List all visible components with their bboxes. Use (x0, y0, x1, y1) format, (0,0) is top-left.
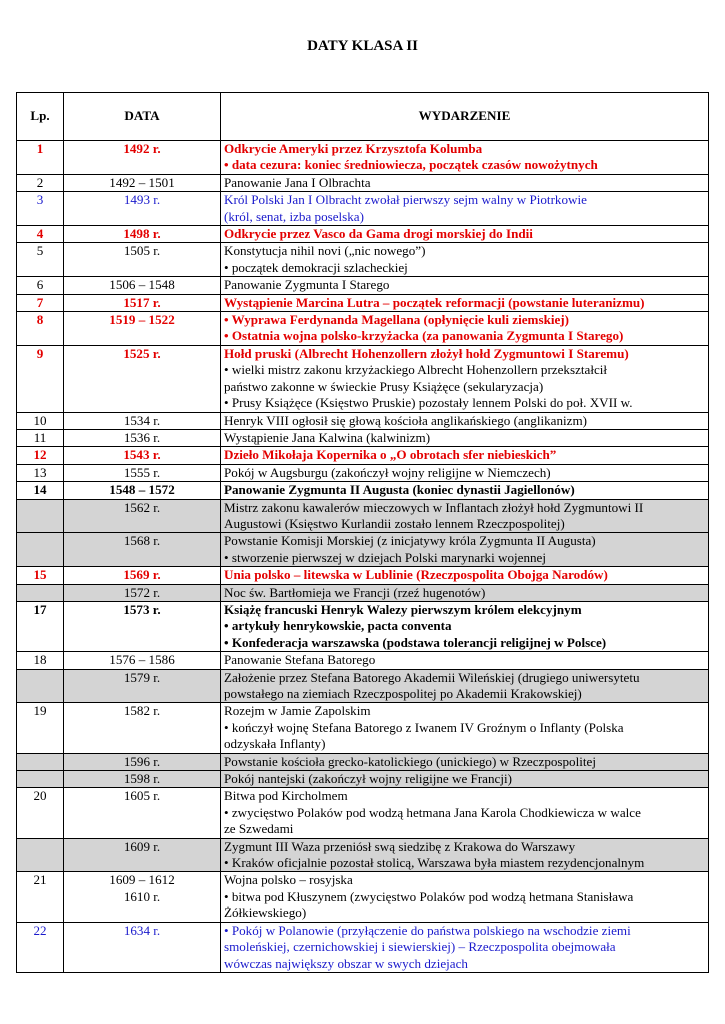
row-event (221, 243, 709, 277)
row-date (64, 872, 221, 922)
table-row (17, 788, 709, 838)
event-line: • artykuły henrykowskie, pacta conventa (224, 618, 452, 634)
row-event (221, 294, 709, 311)
row-date-text: 1579 r. (123, 669, 161, 685)
row-number: 6 (17, 277, 64, 294)
row-date (64, 838, 221, 872)
row-date (64, 499, 221, 533)
row-date (64, 753, 221, 770)
event-line: ze Szwedami (224, 821, 294, 837)
event-line: Powstanie kościoła grecko-katolickiego (unickiego) w Rzeczpospolitej (224, 753, 596, 769)
event-line: Rozejm w Jamie Zapolskim (224, 703, 371, 719)
row-date-text: 1492 – 1501 (109, 174, 175, 190)
table-row (17, 447, 709, 464)
row-number: 11 (17, 429, 64, 446)
row-number (17, 753, 64, 770)
row-number: 10 (17, 412, 64, 429)
event-line: • Prusy Książęce (Księstwo Pruskie) pozostały lennem Polski do poł. XVII w. (224, 395, 633, 411)
event-line: Mistrz zakonu kawalerów mieczowych w Inflantach złożył hołd Zygmuntowi II (224, 499, 644, 515)
row-date (64, 192, 221, 226)
row-event (221, 429, 709, 446)
row-number (17, 771, 64, 788)
event-line: wówczas największy obszar w swych dziejach (224, 955, 468, 971)
table-body (17, 141, 709, 973)
row-event (221, 174, 709, 191)
row-event (221, 226, 709, 243)
row-event (221, 277, 709, 294)
row-date (64, 141, 221, 175)
table-row (17, 429, 709, 446)
row-date-text: 1596 r. (123, 753, 161, 769)
row-date-text: 1555 r. (123, 464, 161, 480)
row-date (64, 584, 221, 601)
row-event (221, 533, 709, 567)
table-row (17, 141, 709, 175)
table-row (17, 482, 709, 499)
row-event (221, 669, 709, 703)
row-date-text: 1534 r. (123, 412, 161, 428)
event-line: Pokój w Augsburgu (zakończył wojny religijne w Niemczech) (224, 464, 551, 480)
row-number: 3 (17, 192, 64, 226)
table-row (17, 345, 709, 412)
row-date (64, 652, 221, 669)
event-line: Konstytucja nihil novi („nic nowego”) (224, 243, 426, 259)
row-event (221, 482, 709, 499)
table-row (17, 174, 709, 191)
row-date (64, 533, 221, 567)
table-row (17, 652, 709, 669)
row-date (64, 429, 221, 446)
event-line: powstałego na ziemiach Rzeczpospolitej po Akademii Krakowskiej) (224, 686, 582, 701)
row-event (221, 312, 709, 346)
row-date (64, 922, 221, 972)
row-event (221, 447, 709, 464)
event-line: Zygmunt III Waza przeniósł swą siedzibę z Krakowa do Warszawy (224, 838, 576, 854)
event-line: Wojna polsko – rosyjska (224, 872, 353, 888)
row-date-text: 1568 r. (123, 533, 161, 549)
page-title: DATY KLASA II (307, 38, 418, 54)
row-date-text: 1525 r. (123, 345, 161, 361)
header-lp: Lp. (17, 93, 64, 141)
row-number: 22 (17, 922, 64, 972)
table-row (17, 533, 709, 567)
row-date-text: 1492 r. (123, 141, 161, 156)
row-date (64, 703, 221, 753)
row-date-text: 1519 – 1522 (109, 312, 175, 328)
row-date (64, 277, 221, 294)
event-line: smoleńskiej, czernichowskiej i siewierskiej) – Rzeczpospolita obejmowała (224, 939, 616, 955)
row-number: 7 (17, 294, 64, 311)
row-event (221, 838, 709, 872)
row-date-text: 1548 – 1572 (109, 482, 175, 498)
row-date (64, 771, 221, 788)
row-event (221, 601, 709, 651)
row-number: 9 (17, 345, 64, 412)
table-row (17, 753, 709, 770)
event-line: Bitwa pod Kircholmem (224, 788, 348, 804)
row-date-text: 1536 r. (123, 429, 161, 445)
table-row (17, 464, 709, 481)
event-line: • Wyprawa Ferdynanda Magellana (opłynięcie kuli ziemskiej) (224, 312, 570, 328)
event-line: • data cezura: koniec średniowiecza, początek czasów nowożytnych (224, 157, 598, 173)
row-date-text: 1609 r. (123, 838, 161, 854)
row-date-text: 1569 r. (123, 567, 161, 583)
row-date (64, 601, 221, 651)
row-date (64, 567, 221, 584)
table-row (17, 312, 709, 346)
row-number: 15 (17, 567, 64, 584)
event-line: Założenie przez Stefana Batorego Akademii Wileńskiej (drugiego uniwersytetu (224, 669, 640, 685)
event-line: Wystąpienie Jana Kalwina (kalwinizm) (224, 429, 431, 445)
table-row (17, 294, 709, 311)
row-number (17, 669, 64, 703)
table-row (17, 412, 709, 429)
event-line: Hołd pruski (Albrecht Hohenzollern złożył hołd Zygmuntowi I Staremu) (224, 345, 629, 361)
row-date (64, 226, 221, 243)
event-line: Powstanie Komisji Morskiej (z inicjatywy króla Zygmunta II Augusta) (224, 533, 596, 549)
row-number: 14 (17, 482, 64, 499)
table-row (17, 838, 709, 872)
table-row (17, 669, 709, 703)
event-line: Panowanie Stefana Batorego (224, 652, 376, 668)
table-row (17, 922, 709, 972)
event-line: Odkrycie przez Vasco da Gama drogi morskiej do Indii (224, 226, 533, 242)
row-event (221, 652, 709, 669)
table-row (17, 243, 709, 277)
row-date (64, 294, 221, 311)
row-number: 19 (17, 703, 64, 753)
table-row (17, 277, 709, 294)
row-number: 20 (17, 788, 64, 838)
event-line: Wystąpienie Marcina Lutra – początek reformacji (powstanie luteranizmu) (224, 294, 645, 310)
row-event (221, 788, 709, 838)
row-number (17, 499, 64, 533)
row-event (221, 753, 709, 770)
row-number (17, 584, 64, 601)
dates-table (16, 92, 709, 973)
row-date (64, 482, 221, 499)
event-line: państwo zakonne w świeckie Prusy Książęce (sekularyzacja) (224, 378, 544, 394)
row-date (64, 412, 221, 429)
row-date-text: 1572 r. (123, 584, 161, 600)
event-line: Panowanie Zygmunta I Starego (224, 277, 390, 293)
row-date-text: 1562 r. (123, 499, 161, 515)
row-event (221, 464, 709, 481)
event-line: Odkrycie Ameryki przez Krzysztofa Kolumba (224, 141, 483, 156)
row-date-text: 1493 r. (123, 192, 161, 208)
row-date-text: 1605 r. (123, 788, 161, 804)
table-row (17, 499, 709, 533)
row-date-text: 1609 – 1612 (109, 872, 175, 888)
row-date-text: 1576 – 1586 (109, 652, 175, 668)
event-line: • Ostatnia wojna polsko-krzyżacka (za panowania Zygmunta I Starego) (224, 328, 624, 344)
event-line: Henryk VIII ogłosił się głową kościoła anglikańskiego (anglikanizm) (224, 412, 588, 428)
event-line: • Pokój w Polanowie (przyłączenie do państwa polskiego na wschodzie ziemi (224, 922, 631, 938)
row-date-text: 1582 r. (123, 703, 161, 719)
table-header-row (17, 93, 709, 141)
table-row (17, 703, 709, 753)
row-event (221, 141, 709, 175)
event-line: Panowanie Jana I Olbrachta (224, 174, 371, 190)
event-line: Noc św. Bartłomieja we Francji (rzeź hugenotów) (224, 584, 486, 600)
row-number: 5 (17, 243, 64, 277)
row-event (221, 771, 709, 788)
row-number: 4 (17, 226, 64, 243)
event-line: (król, senat, izba poselska) (224, 208, 364, 224)
event-line: Panowanie Zygmunta II Augusta (koniec dynastii Jagiellonów) (224, 482, 575, 498)
table-row (17, 584, 709, 601)
row-date (64, 312, 221, 346)
row-date (64, 174, 221, 191)
row-number (17, 533, 64, 567)
table-row (17, 192, 709, 226)
header-event: WYDARZENIE (221, 93, 709, 141)
row-date (64, 669, 221, 703)
event-line: Książę francuski Henryk Walezy pierwszym królem elekcyjnym (224, 601, 582, 617)
event-line: • wielki mistrz zakonu krzyżackiego Albrecht Hohenzollern przekształcił (224, 362, 608, 378)
row-date (64, 345, 221, 412)
row-date-text: 1506 – 1548 (109, 277, 175, 293)
row-event (221, 584, 709, 601)
row-date-text: 1610 r. (123, 888, 161, 904)
row-event (221, 567, 709, 584)
row-date-text: 1573 r. (123, 601, 161, 617)
event-line: • stworzenie pierwszej w dziejach Polski marynarki wojennej (224, 549, 547, 565)
row-date-text: 1634 r. (123, 922, 161, 938)
table-row (17, 771, 709, 788)
event-line: • Kraków oficjalnie pozostał stolicą, Warszawa była miastem rezydencjonalnym (224, 855, 645, 871)
event-line: • początek demokracji szlacheckiej (224, 259, 408, 275)
row-date (64, 464, 221, 481)
row-event (221, 192, 709, 226)
row-number (17, 838, 64, 872)
table-row (17, 567, 709, 584)
row-event (221, 412, 709, 429)
event-line: Żółkiewskiego) (224, 905, 307, 921)
event-line: • kończył wojnę Stefana Batorego z Iwanem IV Groźnym o Inflanty (Polska (224, 719, 624, 735)
row-event (221, 922, 709, 972)
event-line: Dzieło Mikołaja Kopernika o „O obrotach sfer niebieskich” (224, 447, 557, 463)
row-number: 1 (17, 141, 64, 175)
event-line: odzyskała Inflanty) (224, 736, 326, 752)
table-row (17, 226, 709, 243)
header-date: DATA (64, 93, 221, 141)
event-line: • Konfederacja warszawska (podstawa tolerancji religijnej w Polsce) (224, 634, 607, 650)
row-date-text: 1598 r. (123, 771, 161, 787)
row-number: 18 (17, 652, 64, 669)
event-line: Król Polski Jan I Olbracht zwołał pierwszy sejm walny w Piotrkowie (224, 192, 587, 208)
row-event (221, 499, 709, 533)
row-date-text: 1498 r. (123, 226, 161, 242)
event-line: Augustowi (Księstwo Kurlandii zostało lennem Rzeczpospolitej) (224, 515, 565, 531)
row-date (64, 447, 221, 464)
event-line: • zwycięstwo Polaków pod wodzą hetmana Jana Karola Chodkiewicza w walce (224, 804, 641, 820)
table-row (17, 872, 709, 922)
row-number: 2 (17, 174, 64, 191)
row-event (221, 345, 709, 412)
row-number: 12 (17, 447, 64, 464)
row-number: 21 (17, 872, 64, 922)
row-number: 13 (17, 464, 64, 481)
event-line: Pokój nantejski (zakończył wojny religijne we Francji) (224, 771, 512, 787)
row-date (64, 243, 221, 277)
row-event (221, 703, 709, 753)
row-number: 8 (17, 312, 64, 346)
row-date-text: 1517 r. (123, 294, 161, 310)
row-event (221, 872, 709, 922)
event-line: • bitwa pod Kłuszynem (zwycięstwo Polaków pod wodzą hetmana Stanisława (224, 888, 634, 904)
table-row (17, 601, 709, 651)
row-date (64, 788, 221, 838)
row-date-text: 1505 r. (123, 243, 161, 259)
event-line: Unia polsko – litewska w Lublinie (Rzeczpospolita Obojga Narodów) (224, 567, 608, 583)
row-number: 17 (17, 601, 64, 651)
row-date-text: 1543 r. (123, 447, 161, 463)
